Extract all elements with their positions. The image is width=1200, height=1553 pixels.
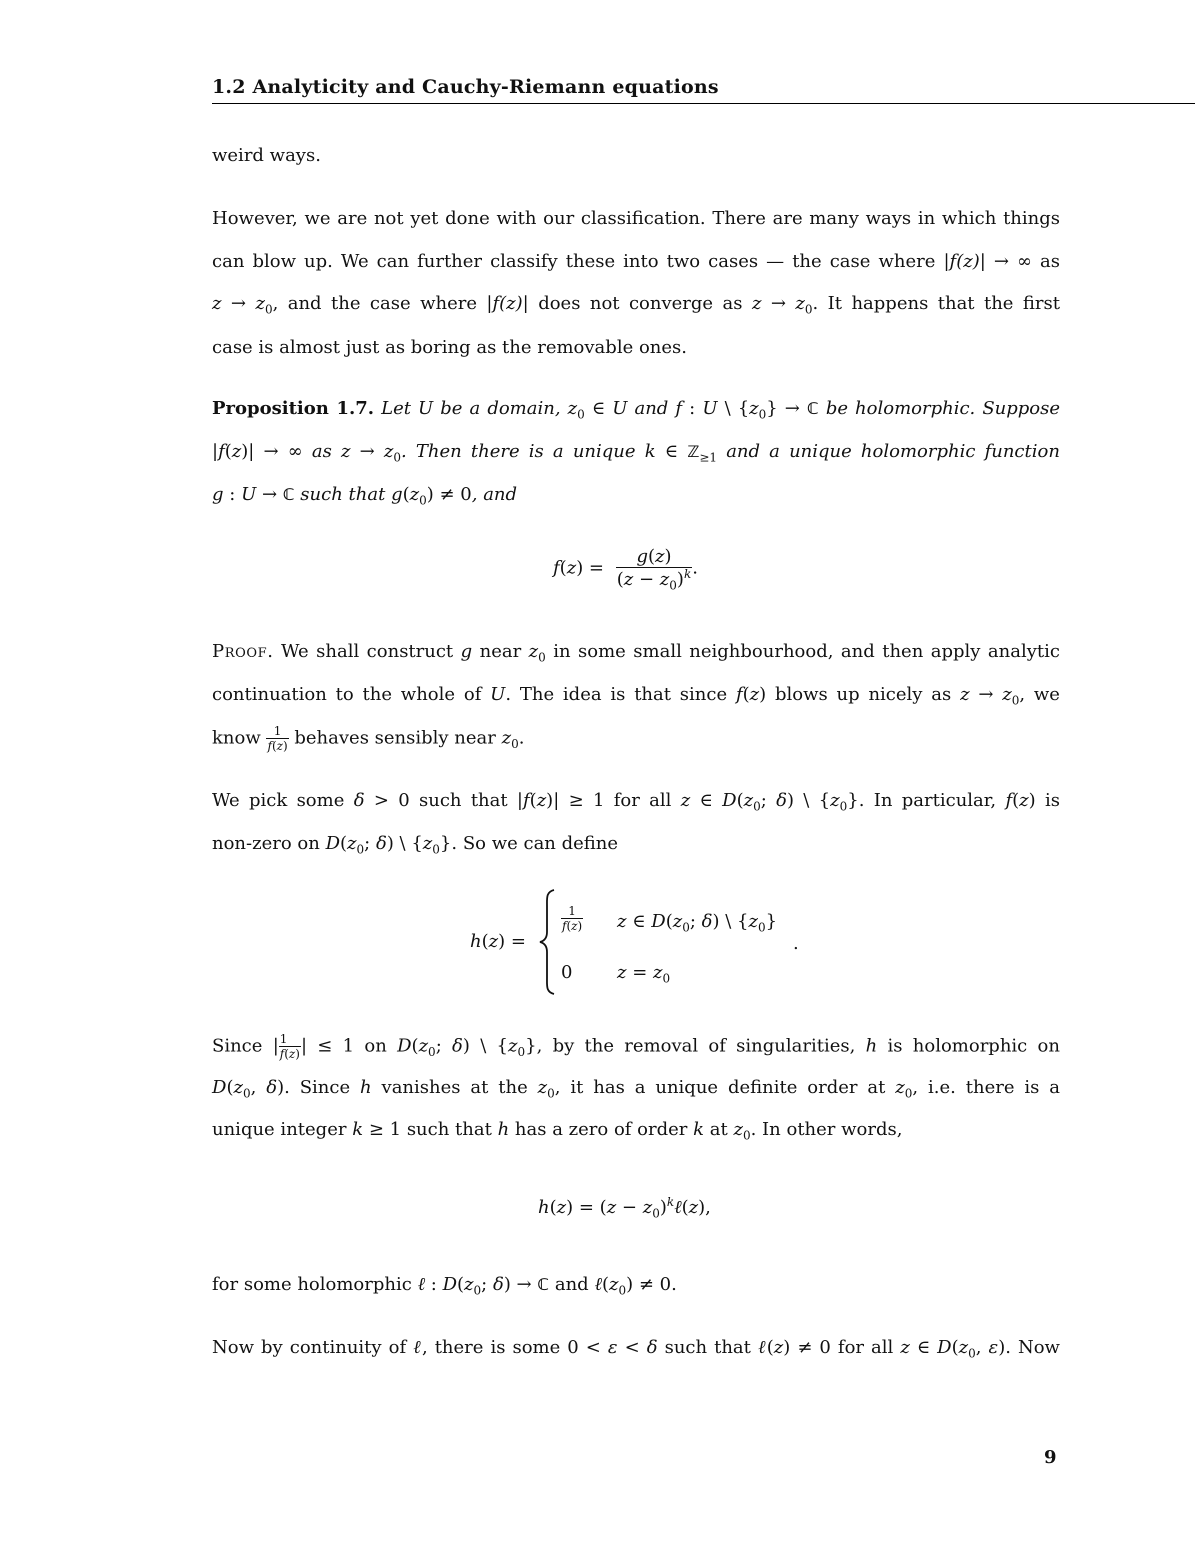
- proposition-line: g : U → ℂ such that $g(z_0) \ne 0$, and: [212, 484, 518, 508]
- paragraph-line: case is almost just as boring as the removable ones.: [212, 337, 687, 358]
- proof-label: Proof.: [212, 641, 274, 662]
- proposition-label: Proposition 1.7.: [212, 398, 375, 419]
- paragraph-line: We pick some δ > 0 such that |f(z)| ≥ 1 for all z ∈ $D(z_0$; δ) \ $\{z_0\}$. In particular, f(z) is: [212, 790, 1060, 814]
- paragraph-continuation: weird ways.: [212, 145, 321, 166]
- display-equation-h-factor: $h(z) = (z - z_0)^k\ell(z)$,: [538, 1195, 711, 1221]
- paragraph-line: can blow up. We can further classify these into two cases — the case where |f(z)| → ∞ as: [212, 251, 1060, 272]
- paragraph-line: However, we are not yet done with our classification. There are many ways in which things: [212, 208, 1060, 229]
- paragraph-line: Now by continuity of ℓ, there is some 0 < ε < δ such that ℓ(z) ≠ 0 for all z ∈ $D(z_0$, ε). Now: [212, 1337, 1060, 1361]
- paragraph-line: Since | $\frac{1}{f(z)}$ | ≤ 1 on $D(z_0$; δ) \ $\{z_0\}$, by the removal of singularities, h is holomorphic on: [212, 1032, 1060, 1061]
- paragraph-line: $D(z_0$, δ). Since h vanishes at the $z_0$, it has a unique definite order at $z_0$, i.e. there is a: [212, 1077, 1060, 1101]
- proposition-line: |f(z)| → ∞ as $z \to z_0$. Then there is a unique k ∈ ℤ$_{\ge 1}$ and a unique holomorphic function: [212, 441, 1060, 465]
- paragraph-line: $z \to z_0$, and the case where |f(z)| does not converge as $z \to z_0$. It happens that the first: [212, 293, 1060, 317]
- proof-line: continuation to the whole of U. The idea is that since f(z) blows up nicely as $z \to z_0$, we: [212, 684, 1060, 708]
- document-page: 1.2 Analyticity and Cauchy-Riemann equations weird ways. However, we are not yet done with our classification. There are many ways in which things can blow up. We can further classify these into two cases — the case where |f(z)| → ∞ as $z \to z_0$, and the case where |f(z)| does not converge as $z \to z_0$. It happens that the first case is almost just as boring as the removable ones. Proposition 1.7. Let U be a domain, $z_0$ ∈ U and f : U \ $\{z_0\}$ → ℂ be holomorphic. Suppose |f(z)| → ∞ as $z \to z_0$. Then there is a unique k ∈ ℤ$_{\ge 1}$ and a unique holomorphic function g : U → ℂ such that $g(z_0) \ne 0$, and f(z) = $\frac{g(z)}{(z - z_0)^k}$ . Proof. We shall construct g near $z_0$ in some small neighbourhood, and then apply analytic continuation to the whole of U. The idea is that since f(z) blows up nicely as $z \to z_0$, we know $\frac{1}{f(z)}$ behaves sensibly near $z_0$. We pick some δ > 0 such that |f(z)| ≥ 1 for all z ∈ $D(z_0$; δ) \ $\{z_0\}$. In particular, f(z) is non-zero on $D(z_0$; δ) \ $\{z_0\}$. So we can define h(z) = $\frac{1}{f(z)}$ z ∈ $D(z_0$; δ) \ $\{z_0\}$ 0 $z = z_0$ . Since | $\frac{1}{f(z)}$ | ≤ 1 on $D(z_0$; δ) \ $\{z_0\}$, by the removal of singularities, h is holomorphic on $D(z_0$, δ). Since h vanishes at the $z_0$, it has a unique definite order at $z_0$, i.e. there is a unique integer k ≥ 1 such that h has a zero of order k at $z_0$. In other words, $h(z) = (z - z_0)^k\ell(z)$, for some holomorphic ℓ : $D(z_0$; δ) → ℂ and $\ell(z_0) \ne 0$. Now by continuity of ℓ, there is some 0 < ε < δ such that ℓ(z) ≠ 0 for all z ∈ $D(z_0$, ε). Now 9: [0, 0, 1200, 1553]
- proof-line: know $\frac{1}{f(z)}$ behaves sensibly near $z_0$.: [212, 724, 525, 753]
- proof-line: Proof. We shall construct g near $z_0$ in some small neighbourhood, and then apply analytic: [212, 641, 1060, 665]
- paragraph-line: for some holomorphic ℓ : $D(z_0$; δ) → ℂ and $\ell(z_0) \ne 0$.: [212, 1274, 677, 1298]
- proposition-line: Proposition 1.7. Let U be a domain, $z_0$ ∈ U and f : U \ $\{z_0\}$ → ℂ be holomorphic. Suppose: [212, 398, 1061, 422]
- left-brace: [538, 888, 558, 996]
- header-rule: [212, 103, 1195, 104]
- display-equation-f: f(z) = $\frac{g(z)}{(z - z_0)^k}$ .: [553, 546, 698, 593]
- paragraph-line: non-zero on $D(z_0$; δ) \ $\{z_0\}$. So we can define: [212, 833, 619, 857]
- paragraph-line: unique integer k ≥ 1 such that h has a zero of order k at $z_0$. In other words,: [212, 1119, 903, 1143]
- page-number: 9: [1044, 1447, 1057, 1468]
- running-header: 1.2 Analyticity and Cauchy-Riemann equations: [212, 76, 719, 98]
